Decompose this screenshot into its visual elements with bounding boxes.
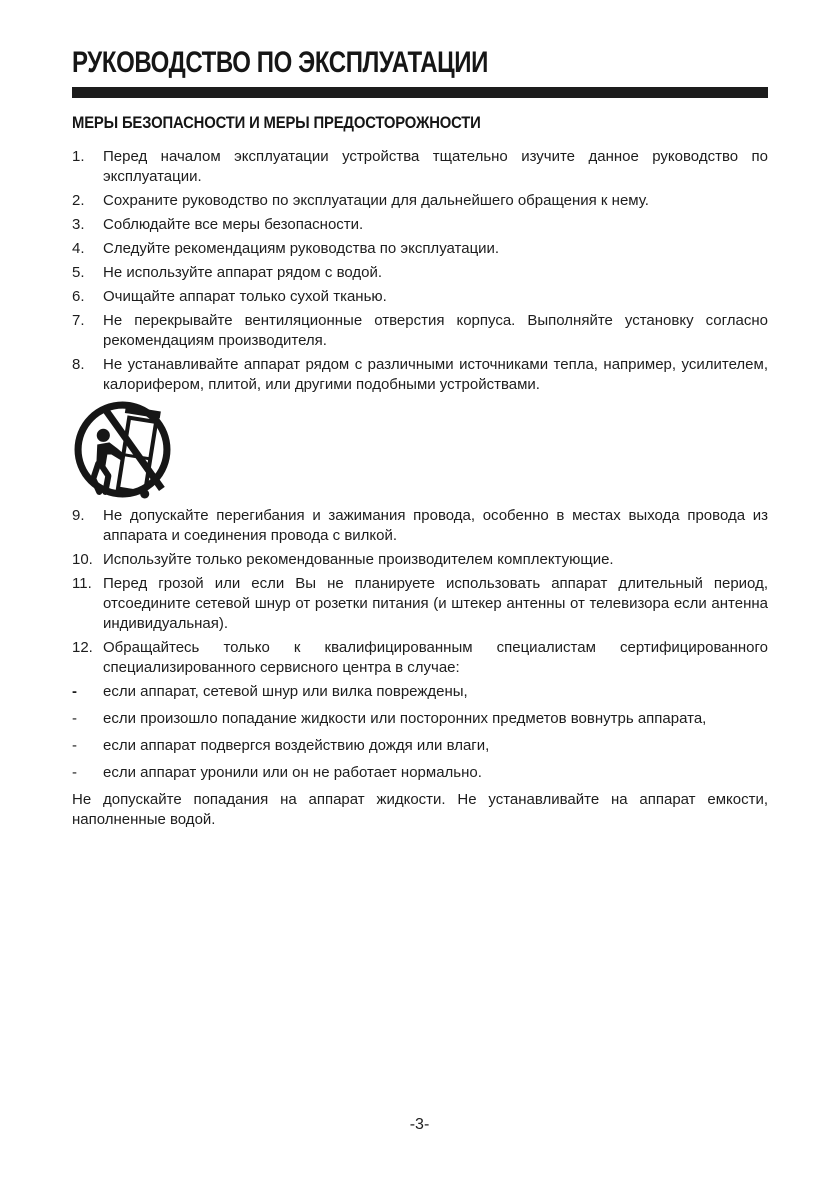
page-number: -3- (409, 1116, 430, 1133)
case-text: если аппарат подвергся воздействию дождя или влаги, (103, 737, 490, 754)
item-text: Не допускайте перегибания и зажимания провода, особенно в местах выхода провода из аппарата и соединения провода с вилкой. (103, 507, 768, 544)
list-item (72, 215, 768, 235)
item-number: 3. (72, 216, 85, 233)
item-number: 11. (72, 575, 92, 592)
list-item (72, 574, 768, 634)
item-text: Обращайтесь только к квалифицированным специалистам сертифицированного специализированного сервисного центра в случае: (103, 639, 768, 676)
list-item (72, 550, 768, 570)
case-item (72, 682, 768, 702)
case-text: если произошло попадание жидкости или посторонних предметов вовнутрь аппарата, (103, 710, 707, 727)
case-text: если аппарат уронили или он не работает нормально. (103, 764, 482, 781)
no-cart-warning-icon (72, 399, 173, 500)
item-text: Соблюдайте все меры безопасности. (103, 216, 364, 233)
item-number: 12. (72, 639, 93, 656)
dash-bullet: - (72, 764, 77, 781)
case-item (72, 736, 768, 756)
list-item (72, 147, 768, 187)
list-item (72, 355, 768, 395)
case-text: если аппарат, сетевой шнур или вилка повреждены, (103, 683, 468, 700)
item-text: Перед началом эксплуатации устройства тщательно изучите данное руководство по эксплуатации. (103, 148, 768, 185)
item-number: 4. (72, 240, 85, 257)
list-item (72, 239, 768, 259)
item-text: Не устанавливайте аппарат рядом с различными источниками тепла, например, усилителем, калорифером, плитой, или другими подобными устройствами. (103, 356, 768, 393)
item-text: Не используйте аппарат рядом с водой. (103, 264, 383, 281)
item-number: 5. (72, 264, 85, 281)
item-text: Сохраните руководство по эксплуатации для дальнейшего обращения к нему. (103, 192, 649, 209)
item-number: 7. (72, 312, 85, 329)
item-number: 10. (72, 551, 93, 568)
case-item (72, 709, 768, 729)
page-title: РУКОВОДСТВО ПО ЭКСПЛУАТАЦИИ (72, 46, 488, 79)
item-text: Не перекрывайте вентиляционные отверстия корпуса. Выполняйте установку согласно рекомендациям производителя. (103, 312, 768, 349)
list-item (72, 638, 768, 678)
service-cases-list (72, 682, 768, 783)
safety-list (72, 147, 768, 678)
list-item (72, 191, 768, 211)
dash-bullet: - (72, 683, 77, 700)
list-item (72, 506, 768, 546)
item-number: 8. (72, 356, 85, 373)
item-number: 2. (72, 192, 85, 209)
dash-bullet: - (72, 737, 77, 754)
item-number: 1. (72, 148, 85, 165)
list-item (72, 287, 768, 307)
item-text: Перед грозой или если Вы не планируете использовать аппарат длительный период, отсоедините сетевой шнур от розетки питания (и штекер антенны от телевизора если антенна индивидуальная). (103, 575, 768, 632)
page-content (72, 47, 768, 845)
item-text: Используйте только рекомендованные производителем комплектующие. (103, 551, 614, 568)
case-item (72, 763, 768, 783)
liquid-warning-note: Не допускайте попадания на аппарат жидкости. Не устанавливайте на аппарат емкости, наполненные водой. (72, 791, 768, 828)
title-underline-bar (72, 87, 768, 98)
dash-bullet: - (72, 710, 77, 727)
section-heading: МЕРЫ БЕЗОПАСНОСТИ И МЕРЫ ПРЕДОСТОРОЖНОСТИ (72, 114, 481, 132)
list-item (72, 263, 768, 283)
item-number: 6. (72, 288, 85, 305)
item-text: Следуйте рекомендациям руководства по эксплуатации. (103, 240, 500, 257)
item-text: Очищайте аппарат только сухой тканью. (103, 288, 387, 305)
list-item (72, 311, 768, 351)
item-number: 9. (72, 507, 85, 524)
